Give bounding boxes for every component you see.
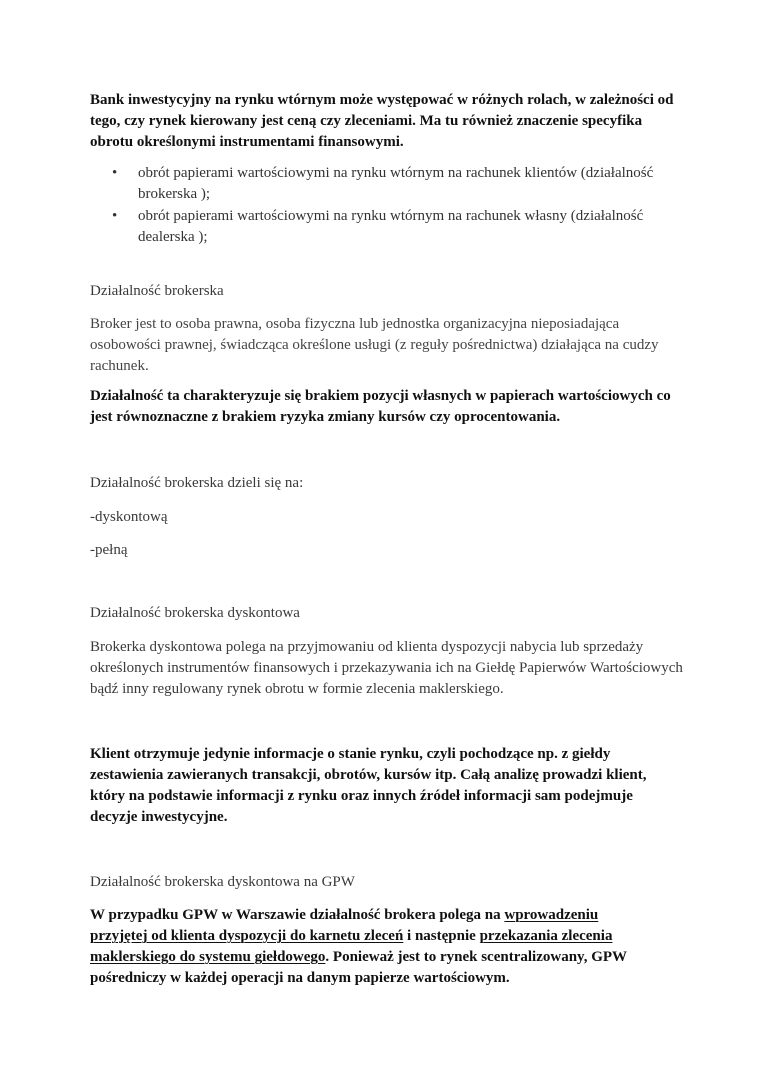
heading-brokerska: Działalność brokerska: [90, 283, 224, 299]
list-item: [90, 206, 690, 248]
broker-definition: Broker jest to osoba prawna, osoba fizyczna lub jednostka organizacyjna nieposiadająca osobowości prawnej, świadcząca określone usługi (z reguły pośrednictwa) działająca na cudzy rachunek.: [90, 316, 659, 374]
gpw-paragraph: [90, 905, 650, 989]
list-item-text: obrót papierami wartościowymi na rynku wtórnym na rachunek klientów (działalność brokerska );: [138, 165, 654, 202]
gpw-text-2: i następnie: [403, 928, 480, 944]
dyskontowa-definition: Brokerka dyskontowa polega na przyjmowaniu od klienta dyspozycji nabycia lub sprzedaży określonych instrumentów finansowych i przekazywania ich na Giełdę Papierwów Wartościowych bądź inny regulowany rynek obrotu w formie zlecenia maklerskiego.: [90, 639, 683, 697]
bullet-icon: •: [112, 208, 118, 224]
heading-divides: Działalność brokerska dzieli się na:: [90, 475, 304, 491]
list-item-text: obrót papierami wartościowymi na rynku wtórnym na rachunek własny (działalność dealerska );: [138, 208, 644, 245]
type-full: -pełną: [90, 542, 128, 558]
gpw-text-3: . Ponieważ jest to rynek scentralizowany, GPW pośredniczy w każdej operacji na danym papierze wartościowym.: [90, 949, 627, 986]
heading-dyskontowa: Działalność brokerska dyskontowa: [90, 605, 300, 621]
client-info-paragraph: Klient otrzymuje jedynie informacje o stanie rynku, czyli pochodzące np. z giełdy zestawienia zawieranych transakcji, obrotów, kursów itp. Całą analizę prowadzi klient, który na podstawie informacji z rynku oraz innych źródeł informacji sam podejmuje decyzje inwestycyjne.: [90, 746, 647, 825]
roles-list: [90, 163, 690, 249]
list-item: [90, 163, 690, 205]
gpw-underlined-2: przekazania zlecenia maklerskiego do systemu giełdowego: [90, 928, 613, 965]
gpw-text-1: W przypadku GPW w Warszawie działalność brokera polega na: [90, 907, 505, 923]
type-discount: -dyskontową: [90, 509, 168, 525]
gpw-underlined-1: wprowadzeniu przyjętej od klienta dyspozycji do karnetu zleceń: [90, 907, 599, 944]
bullet-icon: •: [112, 165, 118, 181]
intro-paragraph: Bank inwestycyjny na rynku wtórnym może występować w różnych rolach, w zależności od tego, czy rynek kierowany jest ceną czy zleceniami. Ma tu również znaczenie specyfika obrotu określonymi instrumentami finansowymi.: [90, 92, 674, 150]
broker-risk-paragraph: Działalność ta charakteryzuje się brakiem pozycji własnych w papierach wartościowych co jest równoznaczne z brakiem ryzyka zmiany kursów czy oprocentowania.: [90, 388, 671, 425]
heading-gpw: Działalność brokerska dyskontowa na GPW: [90, 874, 355, 890]
